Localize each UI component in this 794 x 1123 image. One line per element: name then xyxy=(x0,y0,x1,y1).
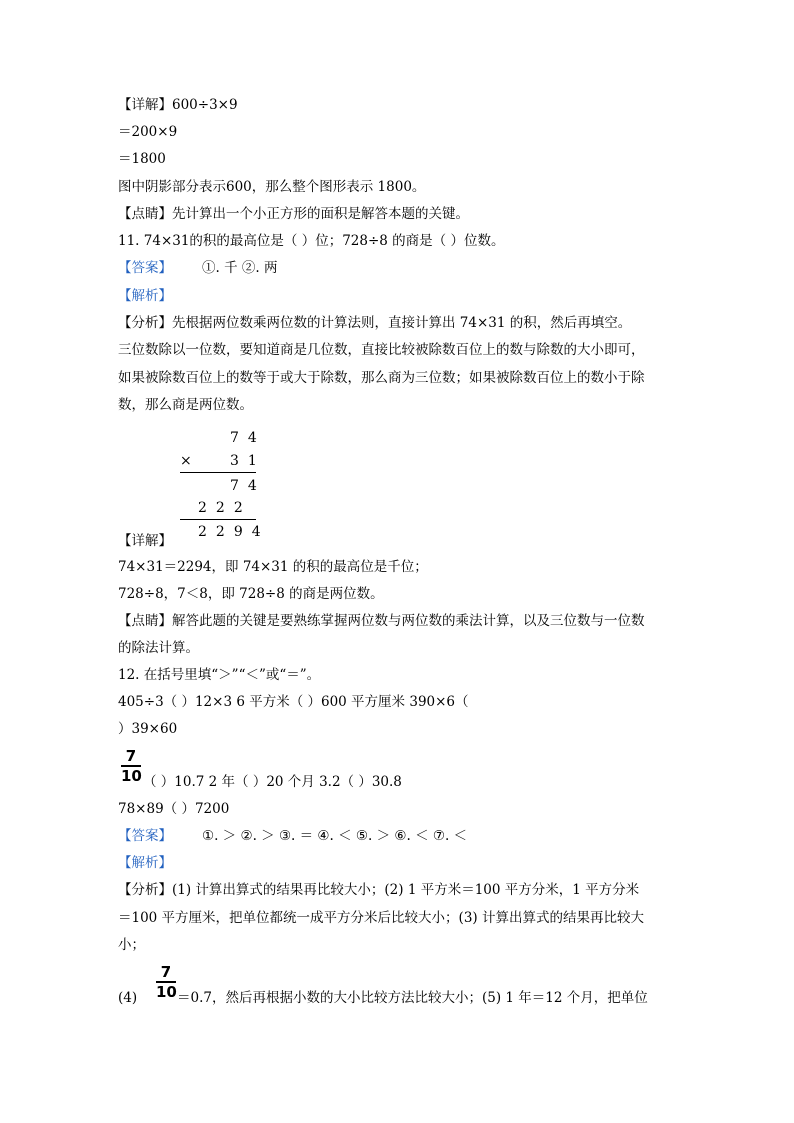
q12-analysis-tag: 【解析】 xyxy=(118,855,172,871)
q12-analysis-line-1: 【分析】(1) 计算出算式的结果再比较大小；(2) 1 平方米＝100 平方分米，1 平方分米 xyxy=(118,882,640,898)
q12-answer-row xyxy=(118,827,467,845)
calc-rule-1 xyxy=(180,472,256,473)
q12-analysis-line-4-head: (4) xyxy=(118,990,138,1006)
detail-line-4: 图中阴影部分表示600，那么整个图形表示 1800。 xyxy=(118,179,426,195)
question-11: 11. 74×31的积的最高位是（ ）位；728÷8 的商是（ ）位数。 xyxy=(118,233,505,249)
q11-detail-tag: 【详解】 xyxy=(118,533,172,549)
q11-detail-line-2: 728÷8，7＜8，即 728÷8 的商是两位数。 xyxy=(118,586,384,602)
q12-row-4: 78×89（ ）7200 xyxy=(118,801,230,817)
calc-row-multiplier: 31 xyxy=(230,453,266,469)
fraction-numerator-2: 7 xyxy=(160,963,172,981)
calc-row-partial-1: 74 xyxy=(230,478,266,494)
question-12: 12. 在括号里填“＞”“＜”或“＝”。 xyxy=(118,667,321,683)
q11-answer-row xyxy=(118,259,277,277)
q12-analysis-line-2: ＝100 平方厘米，把单位都统一成平方分米后比较大小；(3) 计算出算式的结果再比较大 xyxy=(118,910,644,926)
q11-paragraph-2: 如果被除数百位上的数等于或大于除数，那么商为三位数；如果被除数百位上的数小于除 xyxy=(118,370,645,386)
q12-row-2: ）39×60 xyxy=(118,721,178,737)
detail-line-2: ＝200×9 xyxy=(118,124,178,140)
q11-analysis-line: 【分析】先根据两位数乘两位数的计算法则，直接计算出 74×31 的积，然后再填空。 xyxy=(118,315,632,331)
fraction-denominator: 10 xyxy=(121,767,142,785)
q11-answer: ①. 千 ②. 两 xyxy=(202,260,278,276)
key-point-line: 【点睛】先计算出一个小正方形的面积是解答本题的关键。 xyxy=(118,206,469,222)
calc-row-partial-2: 222 xyxy=(198,500,252,516)
q11-paragraph-1: 三位数除以一位数，要知道商是几位数，直接比较被除数百位上的数与除数的大小即可， xyxy=(118,342,645,358)
q11-analysis-tag: 【解析】 xyxy=(118,288,172,304)
q12-analysis-line-4: ＝0.7，然后再根据小数的大小比较方法比较大小；(5) 1 年＝12 个月，把单位 xyxy=(177,990,648,1006)
fraction-seven-tenths xyxy=(121,748,141,784)
calc-times-sign: × xyxy=(180,453,201,469)
q11-key-point-2: 的除法计算。 xyxy=(118,640,199,656)
fraction-numerator: 7 xyxy=(125,747,137,765)
calc-row-multiplicand: 74 xyxy=(230,430,266,446)
q11-detail-line-1: 74×31＝2294，即 74×31 的积的最高位是千位； xyxy=(118,559,428,575)
detail-line-1: 【详解】600÷3×9 xyxy=(118,97,238,113)
q12-analysis-line-3: 小； xyxy=(118,937,145,953)
calc-row-result: 2294 xyxy=(198,524,270,540)
fraction-denominator-2: 10 xyxy=(156,983,177,1001)
q12-answer: ①. ＞ ②. ＞ ③. ＝ ④. ＜ ⑤. ＞ ⑥. ＜ ⑦. ＜ xyxy=(202,828,468,844)
q12-row-3: （ ）10.7 2 年（ ）20 个月 3.2（ ）30.8 xyxy=(143,774,402,790)
q11-paragraph-3: 数，那么商是两位数。 xyxy=(118,397,253,413)
fraction-seven-tenths-2 xyxy=(156,964,176,1000)
q11-key-point-1: 【点睛】解答此题的关键是要熟练掌握两位数与两位数的乘法计算，以及三位数与一位数 xyxy=(118,613,645,629)
detail-line-3: ＝1800 xyxy=(118,151,166,167)
calc-rule-2 xyxy=(180,519,256,520)
q12-row-1: 405÷3（ ）12×3 6 平方米（ ）600 平方厘米 390×6（ xyxy=(118,694,469,710)
q11-answer-tag: 【答案】 xyxy=(118,260,172,276)
q12-answer-tag: 【答案】 xyxy=(118,828,172,844)
